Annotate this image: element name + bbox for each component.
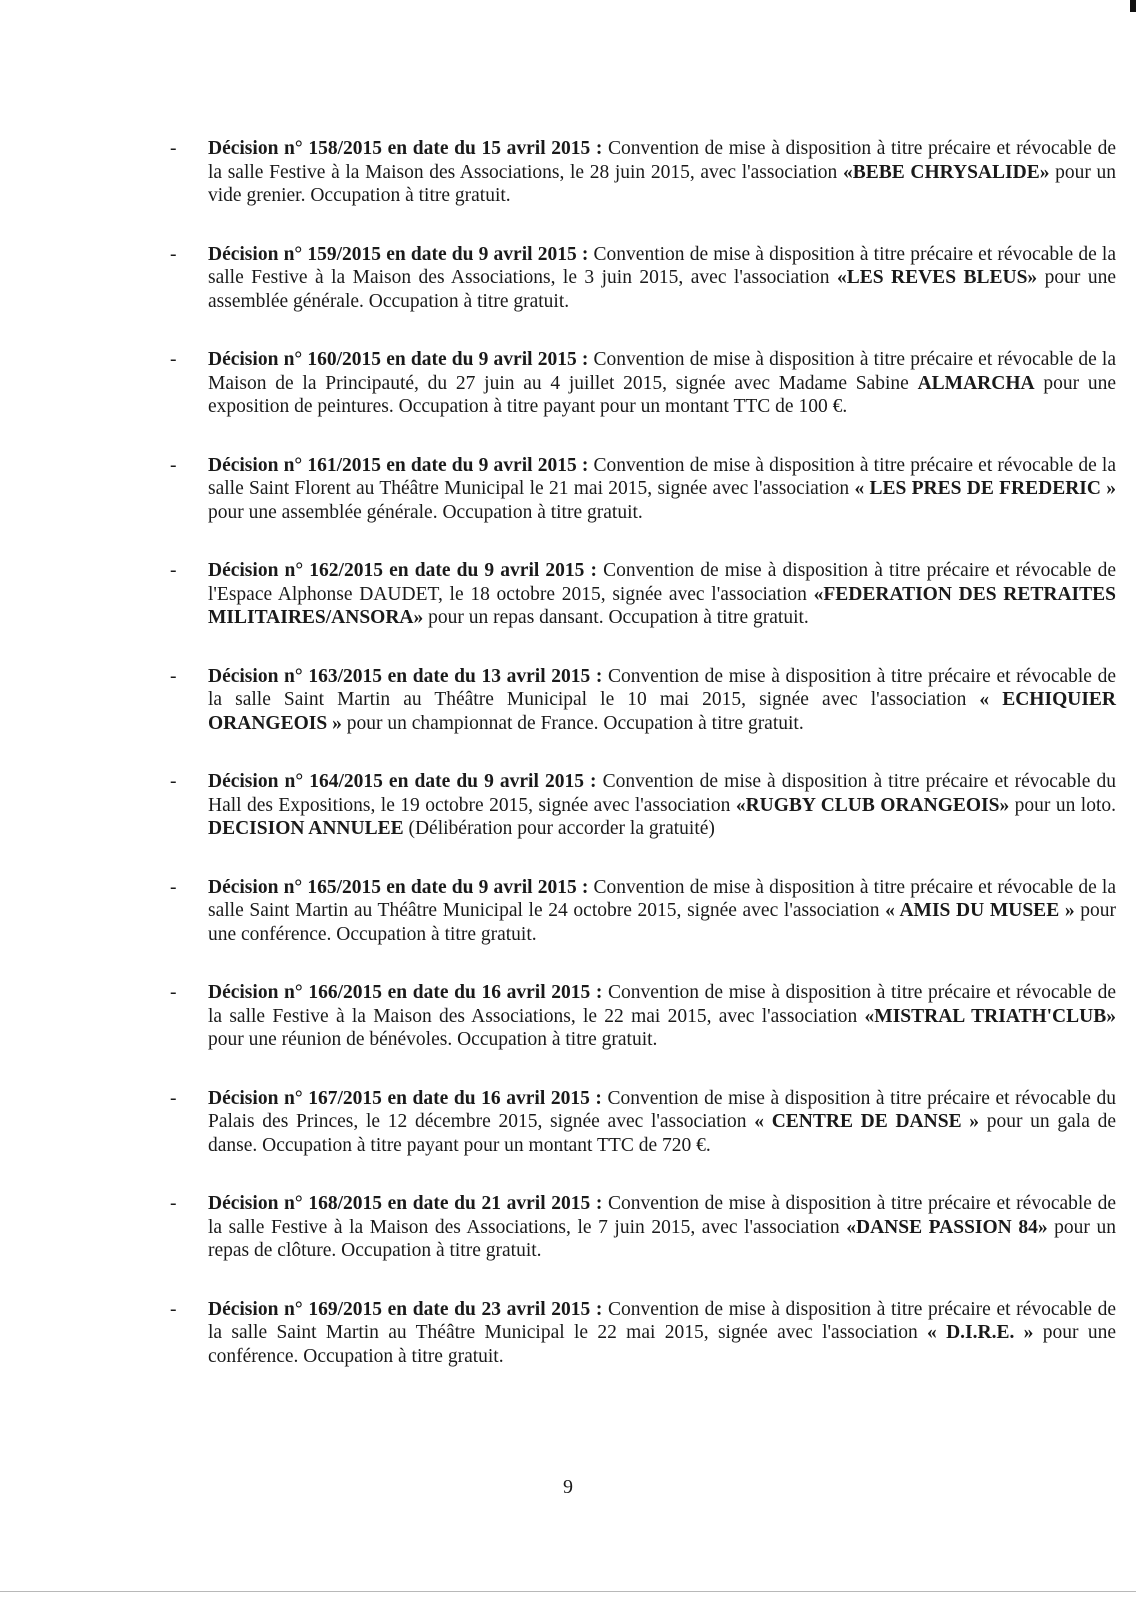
decision-text-end: pour une réunion de bénévoles. Occupation à titre gratuit. [208,1029,658,1050]
decision-separator: : [576,876,594,898]
decision-item-158 [170,137,1116,208]
decision-list [170,137,1116,1403]
decision-item-167 [170,1087,1116,1158]
decision-separator: : [590,982,609,1003]
association-name: «LES REVES BLEUS» [836,267,1038,288]
list-dash: - [170,876,177,898]
list-dash: - [170,1193,177,1214]
decision-item-169 [170,1298,1116,1369]
decision-text: Convention de mise à disposition à titre précaire et révocable de la salle Saint Martin au Théâtre Municipal le 24 octobre 2015, signée avec l'association [208,876,1116,921]
association-name: « AMIS DU MUSEE » [885,900,1075,921]
decision-item-162 [170,559,1116,630]
decision-text: Convention de mise à disposition à titre précaire et révocable de la Maison de la Principauté, du 27 juin au 4 juillet 2015, signée avec Madame Sabine [208,349,1116,394]
decision-text-end: (Délibération pour accorder la gratuité) [403,818,715,839]
decision-item-164 [170,770,1116,841]
list-dash: - [170,771,177,792]
decision-separator: : [590,1193,609,1214]
list-dash: - [170,1298,177,1320]
list-dash: - [170,243,177,265]
person-name: ALMARCHA [917,372,1035,394]
association-name: «FEDERATION DES RETRAITES MILITAIRES/ANSORA» [208,583,1117,628]
decision-item-160 [170,348,1116,419]
scan-mark [1130,0,1136,12]
decision-text-end: pour un championnat de France. Occupation à titre gratuit. [341,712,804,734]
decision-separator: : [584,560,604,581]
decision-text: Convention de mise à disposition à titre précaire et révocable de la salle Festive à la Maison des Associations, le 28 juin 2015, avec l'association [208,138,1117,183]
decision-heading: Décision n° 169/2015 en date du 23 avril 2015 [208,1298,591,1320]
list-dash: - [170,560,177,581]
list-dash: - [170,982,177,1003]
decision-text: Convention de mise à disposition à titre précaire et révocable du Hall des Expositions, le 19 octobre 2015, signée avec l'association [208,771,1116,816]
decision-item-159 [170,243,1116,314]
association-name: « CENTRE DE DANSE » [754,1111,980,1132]
decision-text-end: pour une conférence. Occupation à titre gratuit. [208,900,1117,945]
decision-heading: Décision n° 162/2015 en date du 9 avril 2015 [208,560,585,581]
decision-text-end: pour une exposition de peintures. Occupation à titre payant pour un montant TTC de 100 €. [208,372,1116,417]
association-name: «MISTRAL TRIATH'CLUB» [864,1005,1116,1027]
decision-text: Convention de mise à disposition à titre précaire et révocable de la salle Festive à la Maison des Associations, le 3 juin 2015, avec l'association [208,243,1116,288]
decision-heading: Décision n° 167/2015 en date du 16 avril 2015 [208,1087,590,1109]
association-name: « ECHIQUIER ORANGEOIS » [208,689,1116,734]
decision-separator: : [590,665,609,687]
decision-text-end: pour un repas dansant. Occupation à titre gratuit. [423,607,809,628]
decision-text: Convention de mise à disposition à titre précaire et révocable de la salle Saint Florent au Théâtre Municipal le 21 mai 2015, signée avec l'association [208,454,1116,499]
decision-text-end: pour un gala de danse. Occupation à titre payant pour un montant TTC de 720 €. [208,1111,1116,1156]
decision-text: Convention de mise à disposition à titre précaire et révocable de l'Espace Alphonse DAUDET, le 18 octobre 2015, signée avec l'association [208,560,1116,605]
association-name: «RUGBY CLUB ORANGEOIS» [735,794,1010,816]
decision-separator: : [576,454,594,476]
decision-text: Convention de mise à disposition à titre précaire et révocable de la salle Festive à la Maison des Associations, le 7 juin 2015, avec l'association [208,1193,1117,1238]
decision-text-end: pour un repas de clôture. Occupation à titre gratuit. [208,1216,1116,1261]
decision-heading: Décision n° 165/2015 en date du 9 avril 2015 [208,876,577,898]
page-number: 9 [563,1476,573,1498]
scan-edge-line [0,1591,1136,1592]
list-dash: - [170,1087,177,1109]
decision-heading: Décision n° 164/2015 en date du 9 avril 2015 [208,771,584,792]
decision-text-end: pour une conférence. Occupation à titre gratuit. [208,1322,1116,1367]
decision-heading: Décision n° 160/2015 en date du 9 avril 2015 [208,349,577,370]
decision-separator: : [583,771,603,792]
decision-heading: Décision n° 158/2015 en date du 15 avril 2015 [208,138,591,159]
decision-item-168 [170,1192,1116,1263]
decision-heading: Décision n° 163/2015 en date du 13 avril 2015 [208,665,591,687]
association-name: «DANSE PASSION 84» [846,1216,1048,1238]
decision-text: Convention de mise à disposition à titre précaire et révocable de la salle Saint Martin au Théâtre Municipal le 10 mai 2015, signée avec l'association [208,665,1117,710]
list-dash: - [170,665,177,687]
decision-heading: Décision n° 161/2015 en date du 9 avril 2015 [208,454,577,476]
list-dash: - [170,349,177,370]
decision-item-163 [170,665,1116,736]
decision-separator: : [590,138,609,159]
decision-text: Convention de mise à disposition à titre précaire et révocable du Palais des Princes, le 12 décembre 2015, signée avec l'association [208,1087,1117,1132]
association-name: « LES PRES DE FREDERIC » [854,478,1117,499]
decision-text: Convention de mise à disposition à titre précaire et révocable de la salle Festive à la Maison des Associations, le 22 mai 2015, avec l'association [208,982,1117,1027]
decision-text-end: pour un vide grenier. Occupation à titre gratuit. [208,161,1116,206]
decision-heading: Décision n° 168/2015 en date du 21 avril 2015 [208,1193,591,1214]
decision-text-end: pour une assemblée générale. Occupation à titre gratuit. [208,501,643,523]
association-name: «BEBE CHRYSALIDE» [842,161,1050,183]
list-dash: - [170,138,177,159]
list-dash: - [170,454,177,476]
decision-separator: : [576,349,594,370]
association-name: « D.I.R.E. » [927,1322,1034,1343]
decision-heading: Décision n° 166/2015 en date du 16 avril 2015 [208,982,591,1003]
cancelled-label: DECISION ANNULEE [208,818,404,839]
decision-separator: : [576,243,594,265]
decision-item-165 [170,876,1116,947]
decision-separator: : [590,1298,609,1320]
decision-text-end: pour une assemblée générale. Occupation à titre gratuit. [208,267,1116,312]
decision-item-166 [170,981,1116,1052]
decision-item-161 [170,454,1116,525]
decision-text: Convention de mise à disposition à titre précaire et révocable de la salle Saint Martin au Théâtre Municipal le 22 mai 2015, signée avec l'association [208,1298,1117,1343]
decision-text-mid: pour un loto. [1009,794,1116,816]
decision-separator: : [589,1087,608,1109]
decision-heading: Décision n° 159/2015 en date du 9 avril 2015 [208,243,577,265]
